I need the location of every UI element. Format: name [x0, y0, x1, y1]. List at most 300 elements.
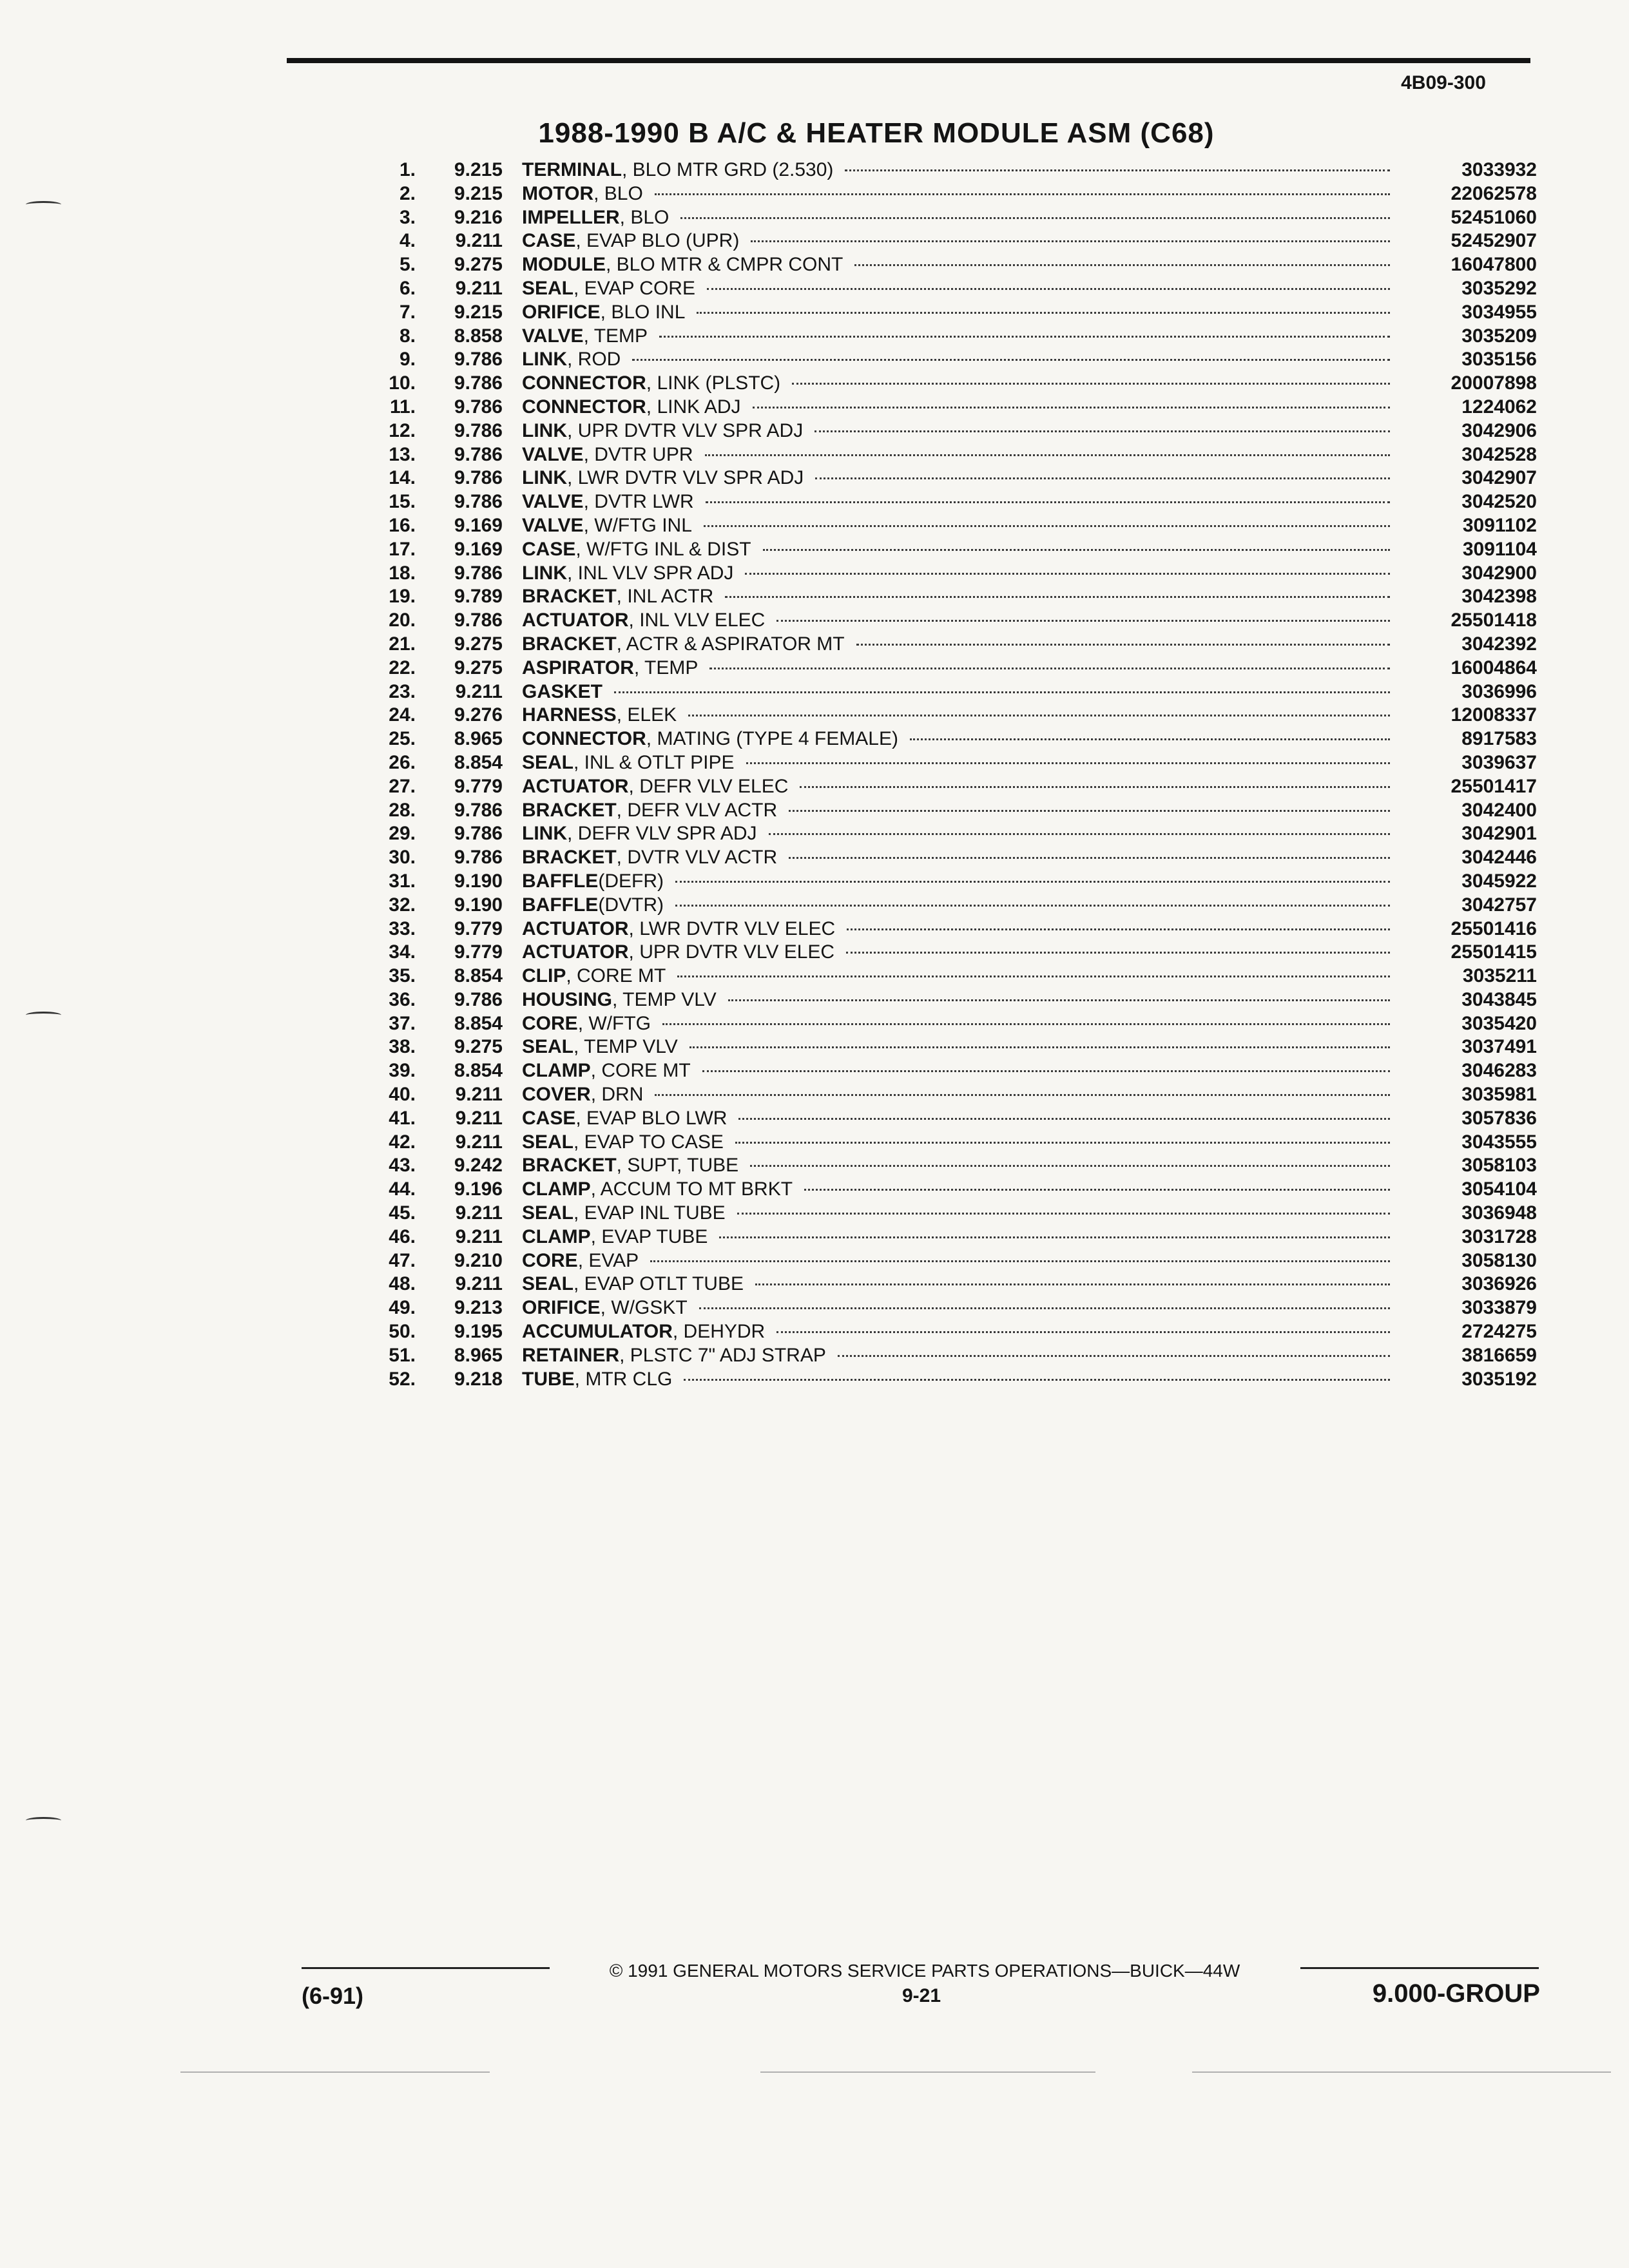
part-name: ORIFICE	[522, 301, 601, 323]
part-number: 2724275	[1461, 1321, 1537, 1343]
dot-leader	[750, 1165, 1390, 1167]
part-group-code: 9.786	[454, 847, 503, 869]
dot-leader	[697, 312, 1390, 314]
part-row	[358, 704, 1537, 728]
part-item-number: 33.	[389, 918, 416, 939]
part-description: (DEFR)	[598, 870, 664, 892]
part-group-code: 9.786	[454, 419, 503, 441]
part-number: 1224062	[1461, 396, 1537, 418]
part-number: 3042528	[1461, 443, 1537, 465]
dot-leader	[789, 810, 1390, 812]
part-description: , EVAP OTLT TUBE	[574, 1273, 744, 1295]
dot-leader	[751, 240, 1390, 242]
part-row	[358, 230, 1537, 254]
part-number: 3042906	[1461, 419, 1537, 441]
part-group-code: 9.275	[454, 1036, 503, 1058]
part-description: , BLO INL	[600, 301, 686, 323]
dot-leader	[854, 264, 1390, 266]
part-row	[358, 752, 1537, 776]
part-item-number: 17.	[389, 538, 416, 560]
part-description: , ROD	[567, 349, 621, 370]
dot-leader	[704, 525, 1390, 527]
part-group-code: 9.211	[455, 680, 503, 702]
part-item-number: 52.	[389, 1368, 416, 1390]
part-description: , EVAP INL TUBE	[574, 1202, 726, 1224]
dot-leader	[689, 1046, 1390, 1048]
part-description: , W/FTG INL	[583, 514, 692, 536]
part-row	[358, 539, 1537, 562]
part-name: ACTUATOR	[522, 941, 629, 963]
part-number: 3046283	[1461, 1060, 1537, 1082]
part-item-number: 11.	[389, 396, 416, 418]
part-row	[358, 800, 1537, 823]
part-name: ORIFICE	[522, 1297, 601, 1319]
part-description: , DRN	[590, 1084, 644, 1106]
part-item-number: 51.	[389, 1344, 416, 1366]
dot-leader	[910, 738, 1390, 740]
part-description: , TEMP	[583, 325, 648, 347]
part-number: 3042901	[1461, 823, 1537, 845]
part-row	[358, 823, 1537, 847]
part-item-number: 3.	[399, 206, 416, 228]
part-name: SEAL	[522, 1131, 574, 1153]
part-name: ACTUATOR	[522, 610, 629, 631]
part-name: CONNECTOR	[522, 396, 646, 418]
dot-leader	[728, 999, 1390, 1001]
punch-hole-mark	[26, 1012, 61, 1019]
footer-date-code: (6-91)	[302, 1983, 364, 2009]
part-group-code: 9.211	[455, 1202, 503, 1224]
part-item-number: 25.	[389, 728, 416, 750]
part-item-number: 18.	[389, 562, 416, 584]
part-number: 3042520	[1461, 491, 1537, 513]
part-number: 3035981	[1461, 1084, 1537, 1106]
part-number: 16047800	[1451, 254, 1537, 276]
part-row	[358, 1273, 1537, 1297]
part-name: HOUSING	[522, 988, 613, 1010]
part-number: 3035192	[1461, 1368, 1537, 1390]
part-name: BRACKET	[522, 586, 617, 608]
part-row	[358, 183, 1537, 207]
part-item-number: 20.	[389, 610, 416, 631]
part-name: TERMINAL	[522, 159, 622, 180]
part-group-code: 9.190	[454, 870, 503, 892]
part-number: 3035209	[1461, 325, 1537, 347]
dot-leader	[789, 857, 1390, 859]
part-name: CLAMP	[522, 1060, 591, 1082]
part-description: , DVTR VLV ACTR	[616, 847, 778, 869]
part-number: 25501415	[1451, 941, 1537, 963]
part-description: , BLO MTR GRD (2.530)	[621, 159, 834, 180]
part-name: COVER	[522, 1084, 591, 1106]
part-group-code: 9.213	[454, 1297, 503, 1319]
part-number: 25501417	[1451, 775, 1537, 797]
dot-leader	[659, 336, 1390, 338]
part-number: 3039637	[1461, 751, 1537, 773]
dot-leader	[699, 1307, 1390, 1309]
part-item-number: 36.	[389, 988, 416, 1010]
part-group-code: 8.965	[454, 728, 503, 750]
part-number: 3035211	[1462, 965, 1537, 987]
part-number: 52451060	[1451, 206, 1537, 228]
part-item-number: 10.	[389, 372, 416, 394]
part-number: 3035420	[1461, 1012, 1537, 1034]
part-item-number: 31.	[389, 870, 416, 892]
part-group-code: 9.786	[454, 443, 503, 465]
part-item-number: 40.	[389, 1084, 416, 1106]
part-description: , TEMP	[633, 657, 699, 678]
dot-leader	[719, 1236, 1390, 1238]
part-item-number: 4.	[399, 230, 416, 252]
part-number: 3045922	[1461, 870, 1537, 892]
dot-leader	[706, 501, 1390, 503]
part-description: , MATING (TYPE 4 FEMALE)	[646, 728, 898, 750]
part-group-code: 9.215	[454, 301, 503, 323]
part-row	[358, 396, 1537, 420]
part-number: 3058103	[1461, 1155, 1537, 1177]
part-group-code: 9.275	[454, 633, 503, 655]
part-item-number: 43.	[389, 1155, 416, 1177]
part-description: , EVAP TO CASE	[574, 1131, 724, 1153]
part-item-number: 41.	[389, 1107, 416, 1129]
part-description: , EVAP BLO LWR	[575, 1107, 728, 1129]
part-item-number: 19.	[389, 586, 416, 608]
dot-leader	[632, 359, 1390, 361]
dot-leader	[845, 169, 1390, 171]
part-item-number: 13.	[389, 443, 416, 465]
part-description: , W/FTG	[577, 1012, 651, 1034]
part-item-number: 28.	[389, 799, 416, 821]
part-row	[358, 1297, 1537, 1321]
part-number: 16004864	[1451, 657, 1537, 678]
part-number: 3036996	[1461, 680, 1537, 702]
scan-artifact-line	[180, 2071, 490, 2073]
part-number: 3058130	[1461, 1249, 1537, 1271]
part-description: , W/GSKT	[600, 1297, 688, 1319]
part-description: , TEMP VLV	[612, 988, 717, 1010]
part-group-code: 9.786	[454, 396, 503, 418]
punch-hole-mark	[26, 201, 61, 208]
part-name: SEAL	[522, 1036, 574, 1058]
dot-leader	[753, 407, 1390, 408]
part-group-code: 9.211	[455, 230, 503, 252]
part-row	[358, 372, 1537, 396]
part-number: 3037491	[1461, 1036, 1537, 1058]
part-group-code: 9.779	[454, 941, 503, 963]
part-row	[358, 207, 1537, 231]
part-name: VALVE	[522, 443, 584, 465]
part-description: , LINK (PLSTC)	[646, 372, 781, 394]
part-row	[358, 1060, 1537, 1084]
part-row	[358, 1084, 1537, 1108]
part-group-code: 8.854	[454, 751, 503, 773]
part-name: LINK	[522, 467, 567, 489]
part-row	[358, 1108, 1537, 1131]
part-description: , DEHYDR	[672, 1321, 766, 1343]
part-group-code: 9.169	[454, 538, 503, 560]
part-item-number: 32.	[389, 894, 416, 916]
part-description: , PLSTC 7" ADJ STRAP	[619, 1344, 826, 1366]
part-item-number: 22.	[389, 657, 416, 678]
dot-leader	[688, 715, 1390, 716]
part-number: 12008337	[1451, 704, 1537, 726]
part-name: RETAINER	[522, 1344, 620, 1366]
part-group-code: 9.779	[454, 775, 503, 797]
part-row	[358, 349, 1537, 372]
part-name: GASKET	[522, 680, 603, 702]
part-group-code: 9.786	[454, 562, 503, 584]
part-item-number: 14.	[389, 467, 416, 489]
part-name: TUBE	[522, 1368, 575, 1390]
part-row	[358, 1321, 1537, 1345]
part-description: , EVAP CORE	[574, 277, 695, 299]
footer-group-label: 9.000-GROUP	[1372, 1979, 1540, 2008]
part-row	[358, 918, 1537, 942]
part-row	[358, 302, 1537, 325]
dot-leader	[684, 1379, 1390, 1381]
dot-leader	[675, 905, 1390, 907]
part-description: , BLO MTR & CMPR CONT	[606, 254, 843, 276]
part-row	[358, 1131, 1537, 1155]
part-item-number: 21.	[389, 633, 416, 655]
part-description: (DVTR)	[598, 894, 664, 916]
footer-copyright: © 1991 GENERAL MOTORS SERVICE PARTS OPERATIONS—BUICK—44W	[609, 1961, 1240, 1981]
part-name: ACCUMULATOR	[522, 1321, 673, 1343]
dot-leader	[680, 217, 1390, 219]
part-item-number: 46.	[389, 1225, 416, 1247]
part-row	[358, 562, 1537, 586]
part-number: 3035156	[1461, 349, 1537, 370]
dot-leader	[856, 644, 1390, 646]
part-name: CONNECTOR	[522, 728, 646, 750]
part-item-number: 45.	[389, 1202, 416, 1224]
part-description: , INL & OTLT PIPE	[574, 751, 735, 773]
part-name: CASE	[522, 230, 576, 252]
dot-leader	[705, 454, 1390, 456]
part-number: 3042398	[1461, 586, 1537, 608]
part-item-number: 2.	[399, 182, 416, 204]
part-name: CASE	[522, 1107, 576, 1129]
part-group-code: 9.211	[455, 1225, 503, 1247]
part-group-code: 9.211	[455, 1084, 503, 1106]
footer-page-number: 9-21	[901, 1985, 941, 2006]
footer-rule-left	[302, 1967, 550, 1969]
part-row	[358, 681, 1537, 705]
part-item-number: 16.	[389, 514, 416, 536]
part-item-number: 24.	[389, 704, 416, 726]
part-item-number: 9.	[399, 349, 416, 370]
part-name: CORE	[522, 1249, 578, 1271]
part-name: BAFFLE	[522, 870, 599, 892]
dot-leader	[709, 668, 1390, 669]
part-row	[358, 941, 1537, 965]
part-number: 25501418	[1451, 610, 1537, 631]
part-group-code: 8.854	[454, 1060, 503, 1082]
part-item-number: 38.	[389, 1036, 416, 1058]
part-group-code: 9.275	[454, 657, 503, 678]
part-item-number: 48.	[389, 1273, 416, 1295]
part-group-code: 9.786	[454, 799, 503, 821]
dot-leader	[800, 786, 1390, 788]
part-group-code: 9.196	[454, 1178, 503, 1200]
dot-leader	[815, 477, 1390, 479]
part-row	[358, 254, 1537, 278]
part-number: 3035292	[1461, 277, 1537, 299]
part-item-number: 23.	[389, 680, 416, 702]
dot-leader	[614, 691, 1390, 693]
part-name: VALVE	[522, 491, 584, 513]
part-group-code: 8.854	[454, 1012, 503, 1034]
part-group-code: 9.786	[454, 372, 503, 394]
part-name: MOTOR	[522, 182, 594, 204]
part-description: , BLO	[619, 206, 670, 228]
part-row	[358, 586, 1537, 610]
part-description: , MTR CLG	[574, 1368, 673, 1390]
part-number: 3091104	[1462, 538, 1537, 560]
part-row	[358, 325, 1537, 349]
scan-artifact-line	[1192, 2071, 1611, 2073]
dot-leader	[675, 881, 1390, 883]
part-name: SEAL	[522, 277, 574, 299]
part-group-code: 9.786	[454, 349, 503, 370]
part-group-code: 9.786	[454, 491, 503, 513]
part-item-number: 5.	[399, 254, 416, 276]
part-name: BRACKET	[522, 1155, 617, 1177]
part-item-number: 49.	[389, 1297, 416, 1319]
parts-list	[358, 159, 1537, 1392]
part-row	[358, 1369, 1537, 1392]
part-item-number: 6.	[399, 277, 416, 299]
part-row	[358, 1155, 1537, 1178]
part-description: , ACCUM TO MT BRKT	[590, 1178, 793, 1200]
part-number: 25501416	[1451, 918, 1537, 939]
part-row	[358, 1226, 1537, 1250]
part-description: , ACTR & ASPIRATOR MT	[616, 633, 845, 655]
dot-leader	[725, 596, 1390, 598]
part-row	[358, 444, 1537, 468]
part-group-code: 9.789	[454, 586, 503, 608]
part-row	[358, 1345, 1537, 1369]
dot-leader	[650, 1260, 1390, 1262]
part-number: 3031728	[1461, 1225, 1537, 1247]
part-row	[358, 965, 1537, 989]
part-item-number: 27.	[389, 775, 416, 797]
part-description: , INL VLV ELEC	[628, 610, 766, 631]
part-name: CONNECTOR	[522, 372, 646, 394]
dot-leader	[707, 288, 1390, 290]
part-row	[358, 989, 1537, 1013]
part-group-code: 9.786	[454, 823, 503, 845]
part-number: 3042400	[1461, 799, 1537, 821]
part-name: SEAL	[522, 1273, 574, 1295]
part-description: , INL ACTR	[616, 586, 714, 608]
part-item-number: 7.	[399, 301, 416, 323]
part-item-number: 30.	[389, 847, 416, 869]
scan-artifact-line	[760, 2071, 1095, 2073]
part-name: ASPIRATOR	[522, 657, 634, 678]
part-group-code: 8.854	[454, 965, 503, 987]
dot-leader	[776, 620, 1390, 622]
part-number: 3043555	[1461, 1131, 1537, 1153]
part-row	[358, 894, 1537, 918]
part-number: 3033879	[1461, 1297, 1537, 1319]
part-name: BRACKET	[522, 633, 617, 655]
part-item-number: 29.	[389, 823, 416, 845]
part-number: 3042757	[1461, 894, 1537, 916]
dot-leader	[763, 549, 1390, 551]
part-number: 3054104	[1461, 1178, 1537, 1200]
part-group-code: 9.215	[454, 182, 503, 204]
part-description: , DEFR VLV SPR ADJ	[567, 823, 757, 845]
part-number: 3034955	[1461, 301, 1537, 323]
part-group-code: 9.215	[454, 159, 503, 180]
part-item-number: 26.	[389, 751, 416, 773]
part-name: CLAMP	[522, 1225, 591, 1247]
part-row	[358, 776, 1537, 800]
part-group-code: 9.211	[455, 277, 503, 299]
part-group-code: 9.210	[454, 1249, 503, 1271]
dot-leader	[662, 1023, 1390, 1025]
part-group-code: 9.276	[454, 704, 503, 726]
part-description: , LWR DVTR VLV SPR ADJ	[567, 467, 804, 489]
part-description: , SUPT, TUBE	[616, 1155, 739, 1177]
dot-leader	[776, 1331, 1390, 1333]
part-name: CORE	[522, 1012, 578, 1034]
part-name: CLAMP	[522, 1178, 591, 1200]
part-group-code: 9.786	[454, 988, 503, 1010]
part-group-code: 9.786	[454, 610, 503, 631]
dot-leader	[755, 1283, 1390, 1285]
part-description: , ELEK	[616, 704, 677, 726]
part-number: 3033932	[1461, 159, 1537, 180]
part-item-number: 35.	[389, 965, 416, 987]
top-rule	[287, 58, 1530, 63]
dot-leader	[738, 1118, 1390, 1120]
part-group-code: 9.211	[455, 1273, 503, 1295]
part-group-code: 9.779	[454, 918, 503, 939]
part-item-number: 1.	[399, 159, 416, 180]
part-name: LINK	[522, 823, 567, 845]
part-group-code: 9.211	[455, 1131, 503, 1153]
part-number: 3042907	[1461, 467, 1537, 489]
dot-leader	[745, 573, 1390, 575]
part-description: , DEFR VLV ELEC	[628, 775, 789, 797]
part-description: , W/FTG INL & DIST	[575, 538, 751, 560]
dot-leader	[815, 430, 1390, 432]
part-name: SEAL	[522, 751, 574, 773]
part-description: , LWR DVTR VLV ELEC	[628, 918, 836, 939]
part-number: 3091102	[1462, 514, 1537, 536]
part-name: CLIP	[522, 965, 566, 987]
part-name: BRACKET	[522, 799, 617, 821]
part-number: 3057836	[1461, 1107, 1537, 1129]
part-row	[358, 1202, 1537, 1226]
part-group-code: 9.169	[454, 514, 503, 536]
part-description: , UPR DVTR VLV SPR ADJ	[567, 419, 804, 441]
part-row	[358, 657, 1537, 681]
part-group-code: 9.242	[454, 1155, 503, 1177]
part-item-number: 34.	[389, 941, 416, 963]
part-number: 3043845	[1461, 988, 1537, 1010]
dot-leader	[838, 1355, 1390, 1357]
part-name: ACTUATOR	[522, 918, 629, 939]
part-row	[358, 515, 1537, 539]
dot-leader	[655, 193, 1390, 195]
part-row	[358, 1036, 1537, 1060]
dot-leader	[847, 928, 1390, 930]
dot-leader	[846, 952, 1390, 954]
part-number: 3042446	[1461, 847, 1537, 869]
